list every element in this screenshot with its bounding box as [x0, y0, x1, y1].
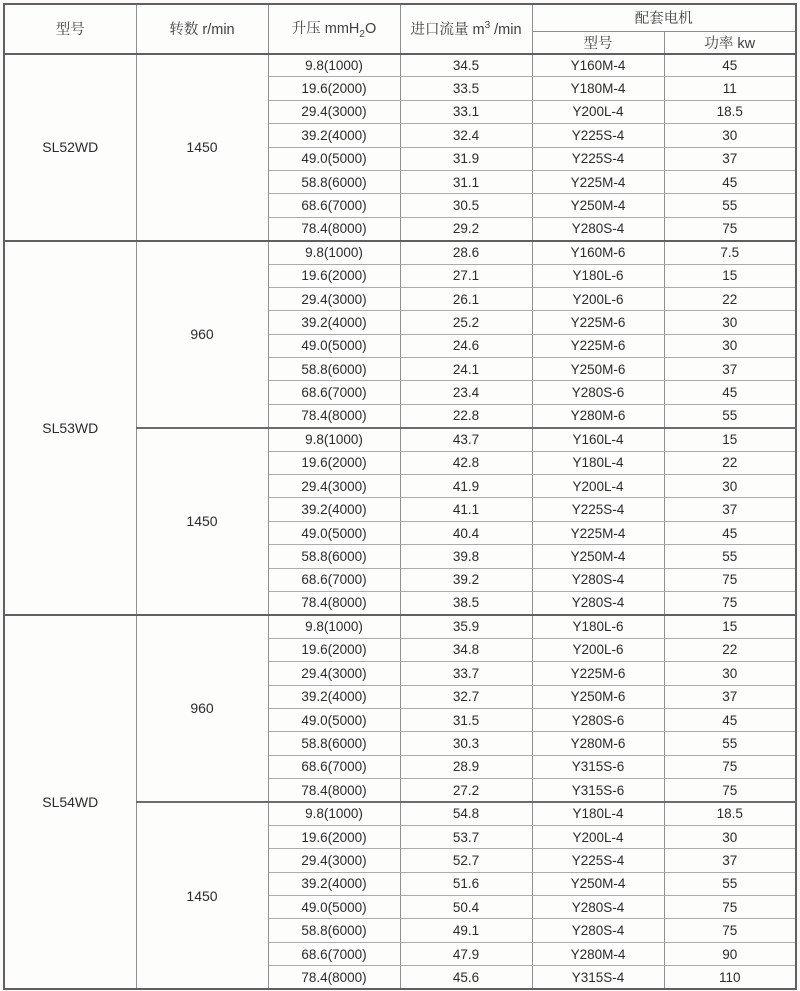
- flow-cell: 28.6: [400, 241, 532, 264]
- motor-model-cell: Y225M-4: [532, 521, 664, 544]
- power-cell: 37: [664, 849, 796, 872]
- pressure-cell: 49.0(5000): [268, 334, 400, 357]
- power-cell: 90: [664, 942, 796, 965]
- pressure-cell: 58.8(6000): [268, 545, 400, 568]
- power-cell: 18.5: [664, 100, 796, 123]
- motor-model-cell: Y225S-4: [532, 124, 664, 147]
- motor-model-cell: Y225S-4: [532, 147, 664, 170]
- header-motor-group: 配套电机: [532, 4, 796, 31]
- power-cell: 22: [664, 638, 796, 661]
- header-model: 型号: [4, 4, 136, 54]
- motor-model-cell: Y180L-4: [532, 451, 664, 474]
- power-cell: 45: [664, 170, 796, 193]
- flow-cell: 38.5: [400, 591, 532, 614]
- header-pressure-subscript: 2: [359, 29, 365, 41]
- flow-cell: 32.4: [400, 124, 532, 147]
- header-flow-unit-end: /min: [490, 22, 522, 39]
- pressure-cell: 19.6(2000): [268, 638, 400, 661]
- flow-cell: 40.4: [400, 521, 532, 544]
- power-cell: 45: [664, 381, 796, 404]
- speed-cell: 1450: [136, 54, 268, 241]
- header-row-1: [4, 4, 796, 31]
- header-pressure-text: 升压 mmH: [291, 21, 360, 38]
- flow-cell: 45.6: [400, 966, 532, 989]
- power-cell: 15: [664, 428, 796, 451]
- power-cell: 11: [664, 77, 796, 100]
- motor-model-cell: Y280M-6: [532, 732, 664, 755]
- pressure-cell: 39.2(4000): [268, 872, 400, 895]
- pressure-cell: 78.4(8000): [268, 779, 400, 802]
- motor-model-cell: Y250M-4: [532, 194, 664, 217]
- power-cell: 37: [664, 685, 796, 708]
- pressure-cell: 39.2(4000): [268, 311, 400, 334]
- flow-cell: 27.2: [400, 779, 532, 802]
- flow-cell: 43.7: [400, 428, 532, 451]
- pressure-cell: 29.4(3000): [268, 849, 400, 872]
- pressure-cell: 58.8(6000): [268, 358, 400, 381]
- power-cell: 7.5: [664, 241, 796, 264]
- speed-cell: 960: [136, 615, 268, 802]
- power-cell: 55: [664, 404, 796, 427]
- power-cell: 75: [664, 896, 796, 919]
- header-motor-power: 功率 kw: [664, 31, 796, 54]
- flow-cell: 49.1: [400, 919, 532, 942]
- power-cell: 30: [664, 311, 796, 334]
- motor-model-cell: Y225S-4: [532, 849, 664, 872]
- flow-cell: 24.6: [400, 334, 532, 357]
- motor-model-cell: Y180L-4: [532, 802, 664, 825]
- motor-model-cell: Y315S-4: [532, 966, 664, 989]
- pressure-cell: 29.4(3000): [268, 287, 400, 310]
- flow-cell: 52.7: [400, 849, 532, 872]
- pressure-cell: 9.8(1000): [268, 802, 400, 825]
- pressure-cell: 19.6(2000): [268, 825, 400, 848]
- pressure-cell: 9.8(1000): [268, 54, 400, 77]
- motor-model-cell: Y280M-6: [532, 404, 664, 427]
- flow-cell: 22.8: [400, 404, 532, 427]
- power-cell: 30: [664, 475, 796, 498]
- flow-cell: 41.9: [400, 475, 532, 498]
- power-cell: 37: [664, 498, 796, 521]
- power-cell: 45: [664, 708, 796, 731]
- pressure-cell: 78.4(8000): [268, 217, 400, 240]
- pressure-cell: 78.4(8000): [268, 404, 400, 427]
- flow-cell: 34.5: [400, 54, 532, 77]
- flow-cell: 30.3: [400, 732, 532, 755]
- power-cell: 75: [664, 919, 796, 942]
- motor-model-cell: Y200L-4: [532, 100, 664, 123]
- motor-model-cell: Y250M-6: [532, 358, 664, 381]
- pressure-cell: 68.6(7000): [268, 194, 400, 217]
- power-cell: 45: [664, 521, 796, 544]
- pressure-cell: 9.8(1000): [268, 428, 400, 451]
- header-speed: 转数 r/min: [136, 4, 268, 54]
- flow-cell: 51.6: [400, 872, 532, 895]
- motor-model-cell: Y280S-4: [532, 217, 664, 240]
- flow-cell: 41.1: [400, 498, 532, 521]
- spec-table-body: [4, 54, 796, 990]
- motor-model-cell: Y280S-4: [532, 919, 664, 942]
- pressure-cell: 78.4(8000): [268, 591, 400, 614]
- motor-model-cell: Y180L-6: [532, 264, 664, 287]
- motor-model-cell: Y180L-6: [532, 615, 664, 638]
- flow-cell: 50.4: [400, 896, 532, 919]
- power-cell: 30: [664, 825, 796, 848]
- pressure-cell: 9.8(1000): [268, 241, 400, 264]
- power-cell: 110: [664, 966, 796, 989]
- power-cell: 75: [664, 591, 796, 614]
- motor-model-cell: Y225M-4: [532, 170, 664, 193]
- flow-cell: 26.1: [400, 287, 532, 310]
- motor-model-cell: Y250M-6: [532, 685, 664, 708]
- power-cell: 75: [664, 217, 796, 240]
- flow-cell: 33.5: [400, 77, 532, 100]
- motor-model-cell: Y280S-4: [532, 591, 664, 614]
- flow-cell: 30.5: [400, 194, 532, 217]
- power-cell: 75: [664, 755, 796, 778]
- power-cell: 55: [664, 732, 796, 755]
- table-header: [4, 4, 796, 54]
- header-pressure: [268, 4, 400, 54]
- pressure-cell: 49.0(5000): [268, 708, 400, 731]
- power-cell: 15: [664, 264, 796, 287]
- flow-cell: 34.8: [400, 638, 532, 661]
- pressure-cell: 58.8(6000): [268, 170, 400, 193]
- pressure-cell: 39.2(4000): [268, 124, 400, 147]
- flow-cell: 24.1: [400, 358, 532, 381]
- motor-model-cell: Y160M-4: [532, 54, 664, 77]
- power-cell: 75: [664, 568, 796, 591]
- power-cell: 55: [664, 545, 796, 568]
- pressure-cell: 68.6(7000): [268, 755, 400, 778]
- pressure-cell: 49.0(5000): [268, 521, 400, 544]
- pressure-cell: 9.8(1000): [268, 615, 400, 638]
- motor-model-cell: Y225M-6: [532, 662, 664, 685]
- spec-table: [3, 3, 797, 990]
- power-cell: 37: [664, 358, 796, 381]
- motor-model-cell: Y225M-6: [532, 334, 664, 357]
- speed-cell: 1450: [136, 428, 268, 615]
- pressure-cell: 39.2(4000): [268, 498, 400, 521]
- motor-model-cell: Y160M-6: [532, 241, 664, 264]
- power-cell: 37: [664, 147, 796, 170]
- flow-cell: 28.9: [400, 755, 532, 778]
- flow-cell: 31.5: [400, 708, 532, 731]
- flow-cell: 42.8: [400, 451, 532, 474]
- power-cell: 55: [664, 872, 796, 895]
- speed-cell: 1450: [136, 802, 268, 989]
- flow-cell: 35.9: [400, 615, 532, 638]
- motor-model-cell: Y250M-4: [532, 872, 664, 895]
- header-flow: [400, 4, 532, 54]
- pressure-cell: 29.4(3000): [268, 475, 400, 498]
- flow-cell: 31.9: [400, 147, 532, 170]
- speed-cell: 960: [136, 241, 268, 428]
- power-cell: 18.5: [664, 802, 796, 825]
- flow-cell: 53.7: [400, 825, 532, 848]
- model-cell: SL54WD: [4, 615, 136, 989]
- power-cell: 15: [664, 615, 796, 638]
- flow-cell: 39.2: [400, 568, 532, 591]
- motor-model-cell: Y315S-6: [532, 779, 664, 802]
- flow-cell: 31.1: [400, 170, 532, 193]
- power-cell: 22: [664, 451, 796, 474]
- power-cell: 55: [664, 194, 796, 217]
- pressure-cell: 58.8(6000): [268, 732, 400, 755]
- flow-cell: 25.2: [400, 311, 532, 334]
- model-cell: SL52WD: [4, 54, 136, 241]
- motor-model-cell: Y280M-4: [532, 942, 664, 965]
- table-row: [4, 615, 796, 638]
- model-cell: SL53WD: [4, 241, 136, 615]
- pressure-cell: 49.0(5000): [268, 896, 400, 919]
- power-cell: 30: [664, 124, 796, 147]
- header-pressure-unit-end: O: [364, 21, 377, 38]
- flow-cell: 54.8: [400, 802, 532, 825]
- flow-cell: 32.7: [400, 685, 532, 708]
- pressure-cell: 68.6(7000): [268, 942, 400, 965]
- motor-model-cell: Y280S-4: [532, 568, 664, 591]
- power-cell: 30: [664, 662, 796, 685]
- motor-model-cell: Y250M-4: [532, 545, 664, 568]
- power-cell: 22: [664, 287, 796, 310]
- motor-model-cell: Y280S-4: [532, 896, 664, 919]
- flow-cell: 47.9: [400, 942, 532, 965]
- flow-cell: 29.2: [400, 217, 532, 240]
- pressure-cell: 19.6(2000): [268, 451, 400, 474]
- pressure-cell: 19.6(2000): [268, 264, 400, 287]
- flow-cell: 39.8: [400, 545, 532, 568]
- pressure-cell: 29.4(3000): [268, 662, 400, 685]
- pressure-cell: 19.6(2000): [268, 77, 400, 100]
- table-row: [4, 241, 796, 264]
- pressure-cell: 68.6(7000): [268, 381, 400, 404]
- pressure-cell: 78.4(8000): [268, 966, 400, 989]
- table-row: [4, 54, 796, 77]
- motor-model-cell: Y280S-6: [532, 708, 664, 731]
- power-cell: 30: [664, 334, 796, 357]
- pressure-cell: 29.4(3000): [268, 100, 400, 123]
- flow-cell: 33.7: [400, 662, 532, 685]
- flow-cell: 23.4: [400, 381, 532, 404]
- header-motor-model: 型号: [532, 31, 664, 54]
- motor-model-cell: Y200L-4: [532, 825, 664, 848]
- flow-cell: 27.1: [400, 264, 532, 287]
- motor-model-cell: Y200L-6: [532, 287, 664, 310]
- header-flow-superscript: 3: [484, 20, 491, 32]
- motor-model-cell: Y225S-4: [532, 498, 664, 521]
- pressure-cell: 58.8(6000): [268, 919, 400, 942]
- flow-cell: 33.1: [400, 100, 532, 123]
- pressure-cell: 49.0(5000): [268, 147, 400, 170]
- pressure-cell: 39.2(4000): [268, 685, 400, 708]
- power-cell: 75: [664, 779, 796, 802]
- motor-model-cell: Y280S-6: [532, 381, 664, 404]
- motor-model-cell: Y160L-4: [532, 428, 664, 451]
- header-flow-text: 进口流量 m: [410, 22, 485, 39]
- motor-model-cell: Y180M-4: [532, 77, 664, 100]
- pressure-cell: 68.6(7000): [268, 568, 400, 591]
- motor-model-cell: Y225M-6: [532, 311, 664, 334]
- motor-model-cell: Y200L-4: [532, 475, 664, 498]
- power-cell: 45: [664, 54, 796, 77]
- motor-model-cell: Y315S-6: [532, 755, 664, 778]
- motor-model-cell: Y200L-6: [532, 638, 664, 661]
